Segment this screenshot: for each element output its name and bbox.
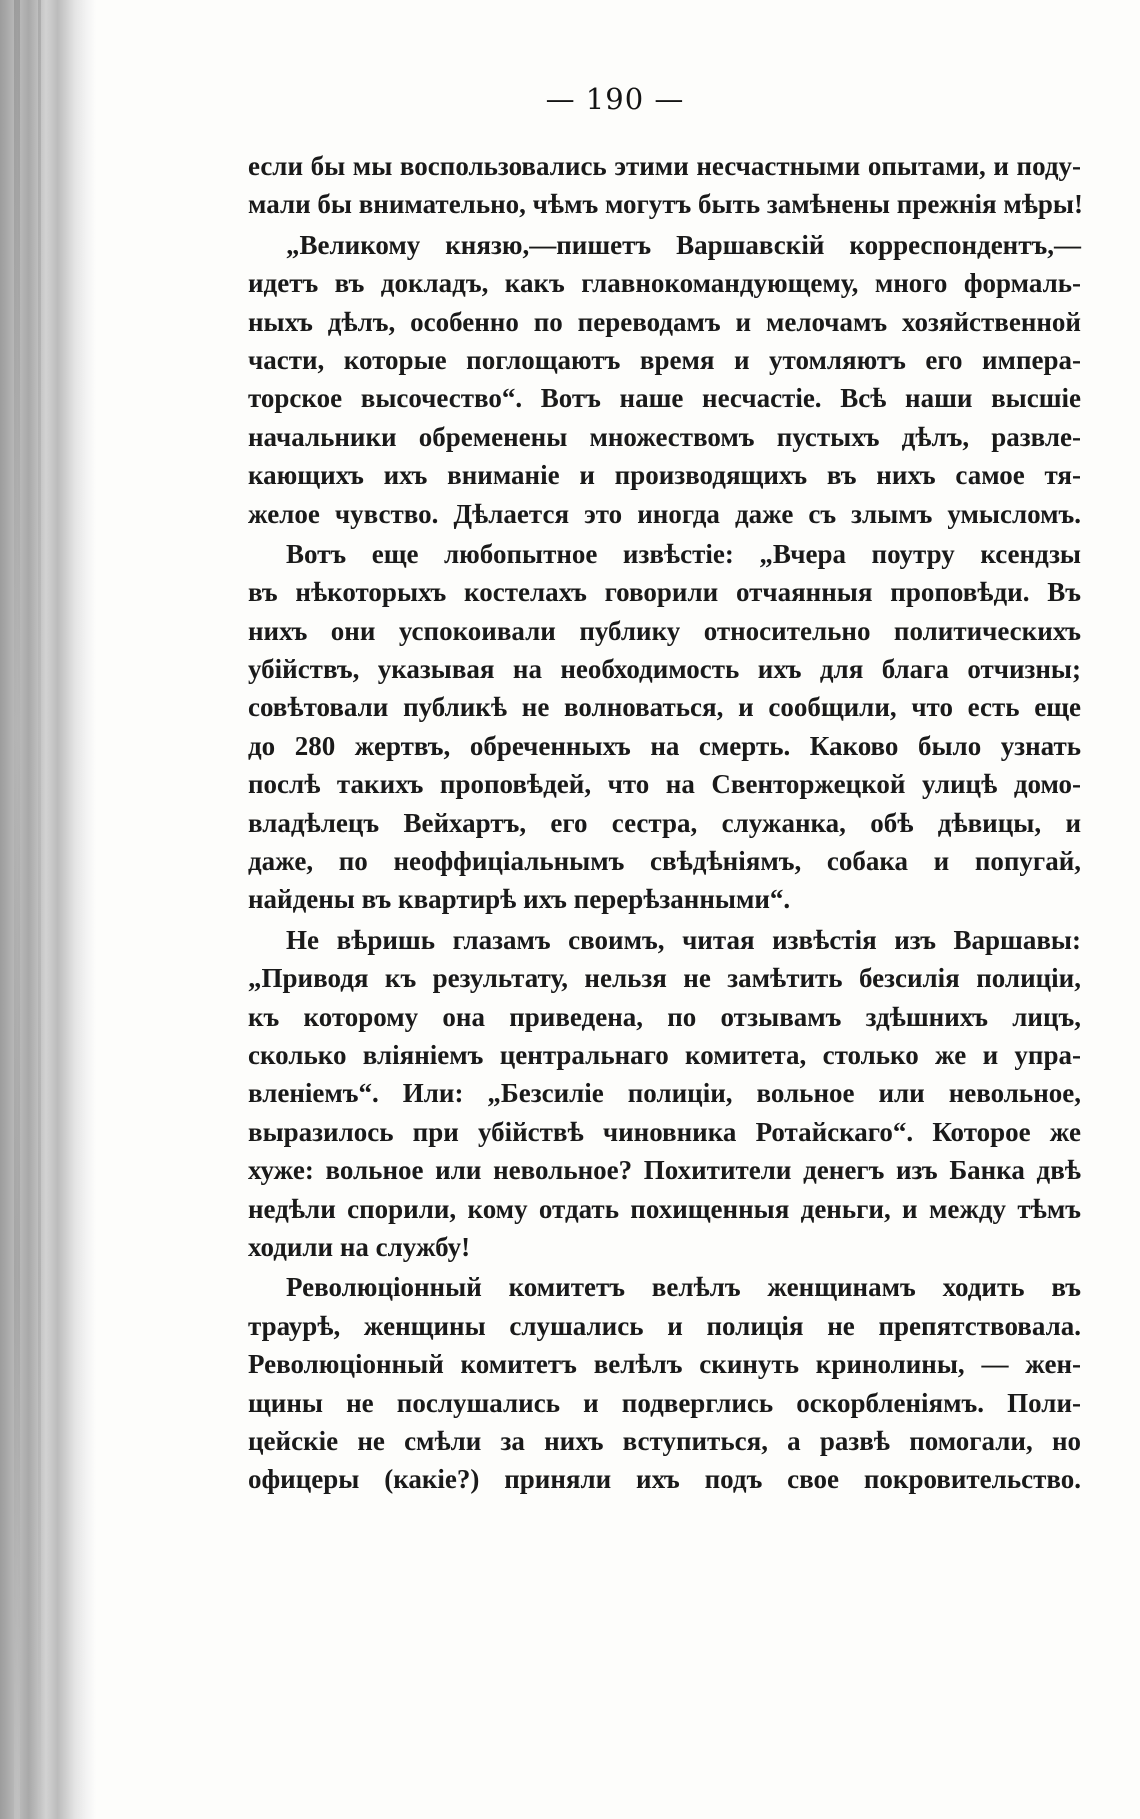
text-line: нихъ они успокоивали публику относительно политическихъ	[248, 615, 1081, 646]
text-line: цейскіе не смѣли за нихъ вступиться, а развѣ помогали, но	[248, 1425, 1081, 1456]
paragraph	[248, 147, 1081, 224]
text-line: выразилось при убійствѣ чиновника Ротайскаго“. Которое же	[248, 1116, 1081, 1147]
text-line: послѣ такихъ проповѣдей, что на Свенторжецкой улицѣ домо-	[248, 769, 1081, 800]
gutter-streak	[14, 0, 20, 1819]
text-line: части, которые поглощаютъ время и утомляютъ его импера-	[248, 344, 1081, 375]
gutter-streak	[38, 0, 41, 1819]
text-line: Вотъ еще любопытное извѣстіе: „Вчера поутру ксендзы	[286, 538, 1081, 569]
text-line: щины не послушались и подверглись оскорбленіямъ. Поли-	[248, 1387, 1081, 1418]
text-line: Не вѣришь глазамъ своимъ, читая извѣстія изъ Варшавы:	[286, 924, 1081, 955]
text-line: торское высочество“. Вотъ наше несчастіе. Всѣ наши высшіе	[248, 383, 1081, 414]
text-line: найдены въ квартирѣ ихъ перерѣзанными“.	[248, 884, 791, 915]
text-line: даже, по неоффиціальнымъ свѣдѣніямъ, собака и попугай,	[248, 846, 1081, 877]
paragraph	[248, 226, 1081, 533]
scan-gutter-shadow	[0, 0, 96, 1819]
text-line: Революціонный комитетъ велѣлъ скинуть кринолины, — жен-	[248, 1349, 1081, 1380]
text-line: владѣлецъ Вейхартъ, его сестра, служанка, обѣ дѣвицы, и	[248, 807, 1081, 838]
text-line: совѣтовали публикѣ не волноваться, и сообщили, что есть еще	[248, 692, 1081, 723]
text-line: до 280 жертвъ, обреченныхъ на смерть. Каково было узнать	[248, 730, 1081, 761]
text-line: вленіемъ“. Или: „Безсиліе полиціи, вольное или невольное,	[248, 1078, 1081, 1109]
text-line: начальники обременены множествомъ пустыхъ дѣлъ, развле-	[248, 421, 1081, 452]
text-line: мали бы внимательно, чѣмъ могутъ быть замѣнены прежнія мѣры!	[248, 189, 1083, 220]
page-number: — 190 —	[545, 82, 685, 116]
text-line: офицеры (какіе?) приняли ихъ подъ свое покровительство.	[248, 1464, 1081, 1495]
body-text	[248, 147, 1081, 1499]
text-line: къ которому она приведена, по отзывамъ здѣшнихъ лицъ,	[248, 1001, 1081, 1032]
text-line: траурѣ, женщины слушались и полиція не препятствовала.	[248, 1310, 1081, 1341]
paragraph	[248, 535, 1081, 919]
paragraph	[248, 1268, 1081, 1498]
text-line: желое чувство. Дѣлается это иногда даже съ злымъ умысломъ.	[248, 498, 1081, 529]
paragraph	[248, 921, 1081, 1267]
text-line: если бы мы воспользовались этими несчастными опытами, и поду-	[248, 151, 1081, 181]
text-line: Революціонный комитетъ велѣлъ женщинамъ ходить въ	[286, 1272, 1081, 1303]
text-line: ныхъ дѣлъ, особенно по переводамъ и мелочамъ хозяйственной	[248, 306, 1081, 337]
text-line: въ нѣкоторыхъ костелахъ говорили отчаянныя проповѣди. Въ	[248, 577, 1081, 608]
text-line: недѣли спорили, кому отдать похищенныя деньги, и между тѣмъ	[248, 1193, 1081, 1224]
text-line: хуже: вольное или невольное? Похитители денегъ изъ Банка двѣ	[248, 1155, 1081, 1186]
text-line: сколько вліяніемъ центральнаго комитета, столько же и упра-	[248, 1039, 1081, 1070]
text-line: ходили на службу!	[248, 1231, 471, 1262]
text-line: убійствъ, указывая на необходимость ихъ для блага отчизны;	[248, 654, 1081, 685]
text-line: „Приводя къ результату, нельзя не замѣтить безсилія полиціи,	[248, 963, 1081, 994]
text-line: кающихъ ихъ вниманіе и производящихъ въ нихъ самое тя-	[248, 460, 1081, 491]
text-line: „Великому князю,—пишетъ Варшавскій корреспондентъ,—	[286, 229, 1081, 260]
text-line: идетъ въ докладъ, какъ главнокомандующему, много формаль-	[248, 268, 1081, 299]
